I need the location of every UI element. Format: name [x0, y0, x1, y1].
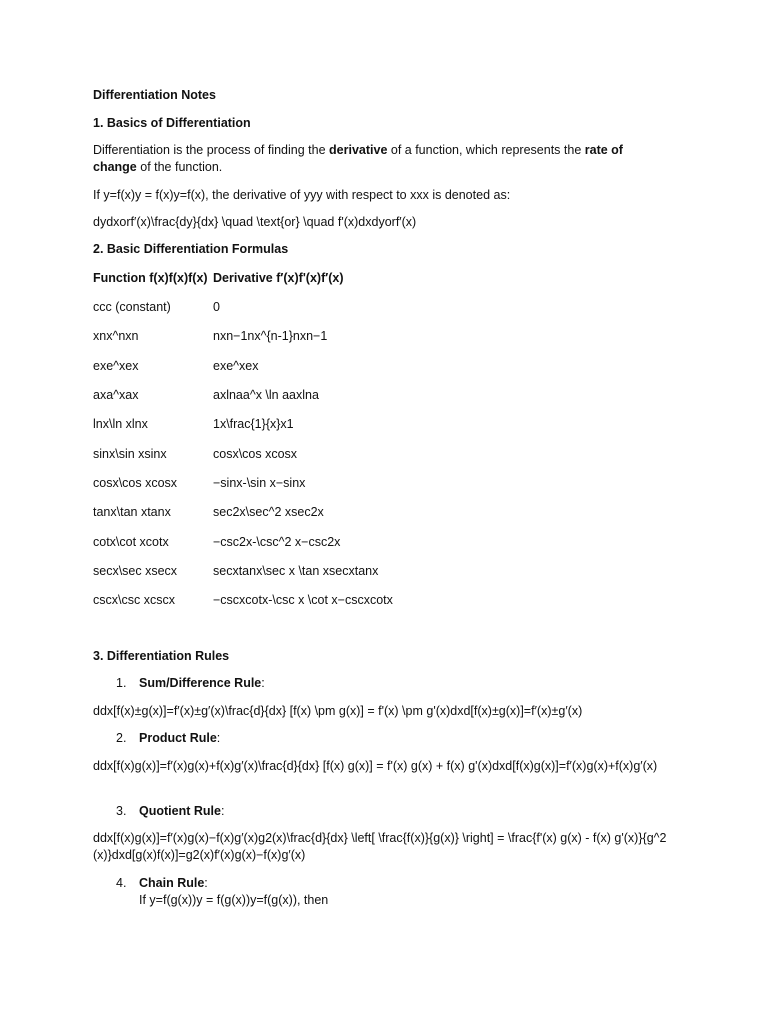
table-cell-function: axa^xax [93, 388, 139, 402]
table-cell-function: ccc (constant) [93, 300, 171, 314]
rule-title-quotient: Quotient Rule: [139, 804, 225, 818]
intro-paragraph [93, 142, 663, 176]
table-cell-function: secx\sec xsecx [93, 564, 178, 578]
notation-formula: dydxorf′(x)\frac{dy}{dx} \quad \text{or} \quad f'(x)dxdyorf′(x) [93, 215, 417, 229]
table-cell-derivative: exe^xex [213, 359, 259, 373]
notation-text: If y=f(x)y = f(x)y=f(x), the derivative of yyy with respect to xxx is denoted as: [93, 188, 511, 202]
table-cell-derivative: nxn−1nx^{n-1}nxn−1 [213, 329, 328, 343]
document-title: Differentiation Notes [93, 88, 216, 102]
rule-number: 1. [116, 676, 127, 690]
rule-number: 2. [116, 731, 127, 745]
rule-name: Chain Rule [139, 876, 205, 890]
table-cell-function: lnx\ln xlnx [93, 417, 148, 431]
table-cell-function: xnx^nxn [93, 329, 139, 343]
table-cell-function: cotx\cot xcotx [93, 535, 169, 549]
table-cell-derivative: cosx\cos xcosx [213, 447, 298, 461]
section-3-heading: 3. Differentiation Rules [93, 649, 230, 663]
section-1-heading: 1. Basics of Differentiation [93, 116, 251, 130]
table-cell-derivative: 0 [213, 300, 220, 314]
table-header-function: Function f(x)f(x)f(x) [93, 271, 208, 285]
rule-formula-quotient: ddx[f(x)g(x)]=f′(x)g(x)−f(x)g′(x)g2(x)\frac{d}{dx} \left[ \frac{f(x)}{g(x)} \right] = \frac{f'(x) g(x) - f(x) g'(x)}{g^2(x)}dxd[g(x)f(x)]=g2(x)f′(x)g(x)−f(x)g′(x) [93, 831, 667, 862]
table-cell-derivative: axlnaa^x \ln aaxlna [213, 388, 319, 402]
table-cell-function: sinx\sin xsinx [93, 447, 167, 461]
rule-title-chain: Chain Rule: [139, 876, 208, 890]
intro-text-1: Differentiation is the process of finding the [93, 143, 330, 157]
rule-formula-product: ddx[f(x)g(x)]=f′(x)g(x)+f(x)g′(x)\frac{d}{dx} [f(x) g(x)] = f'(x) g(x) + f(x) g'(x)dxd[f(x)g(x)]=f′(x)g(x)+f(x)g′(x) [93, 759, 658, 773]
table-cell-derivative: −sinx-\sin x−sinx [213, 476, 306, 490]
intro-bold-rate: rate of change [93, 143, 623, 174]
table-cell-function: cscx\csc xcscx [93, 593, 175, 607]
intro-text-3: of the function. [136, 160, 223, 174]
table-cell-derivative: sec2x\sec^2 xsec2x [213, 505, 324, 519]
rule-number: 3. [116, 804, 127, 818]
table-cell-derivative: secxtanx\sec x \tan xsecxtanx [213, 564, 379, 578]
table-cell-function: tanx\tan xtanx [93, 505, 171, 519]
rule-name: Sum/Difference Rule [139, 676, 262, 690]
section-2-heading: 2. Basic Differentiation Formulas [93, 242, 289, 256]
table-cell-derivative: −cscxcotx-\csc x \cot x−cscxcotx [213, 593, 393, 607]
table-cell-derivative: −csc2x-\csc^2 x−csc2x [213, 535, 341, 549]
rule-number: 4. [116, 876, 127, 890]
table-cell-function: exe^xex [93, 359, 139, 373]
rule-formula-sum-difference: ddx[f(x)±g(x)]=f′(x)±g′(x)\frac{d}{dx} [f(x) \pm g(x)] = f'(x) \pm g'(x)dxd[f(x)±g(x)]=f′(x)±g′(x) [93, 704, 583, 718]
intro-text-2: of a function, which represents the [387, 143, 585, 157]
rule-body-chain: If y=f(g(x))y = f(g(x))y=f(g(x)), then [139, 893, 329, 907]
rule-name: Product Rule [139, 731, 217, 745]
table-header-derivative: Derivative f′(x)f'(x)f′(x) [213, 271, 344, 285]
rule-name: Quotient Rule [139, 804, 221, 818]
table-cell-derivative: 1x\frac{1}{x}x1 [213, 417, 294, 431]
table-cell-function: cosx\cos xcosx [93, 476, 178, 490]
rule-title-product: Product Rule: [139, 731, 221, 745]
intro-bold-derivative: derivative [329, 143, 388, 157]
rule-title-sum-difference: Sum/Difference Rule: [139, 676, 265, 690]
